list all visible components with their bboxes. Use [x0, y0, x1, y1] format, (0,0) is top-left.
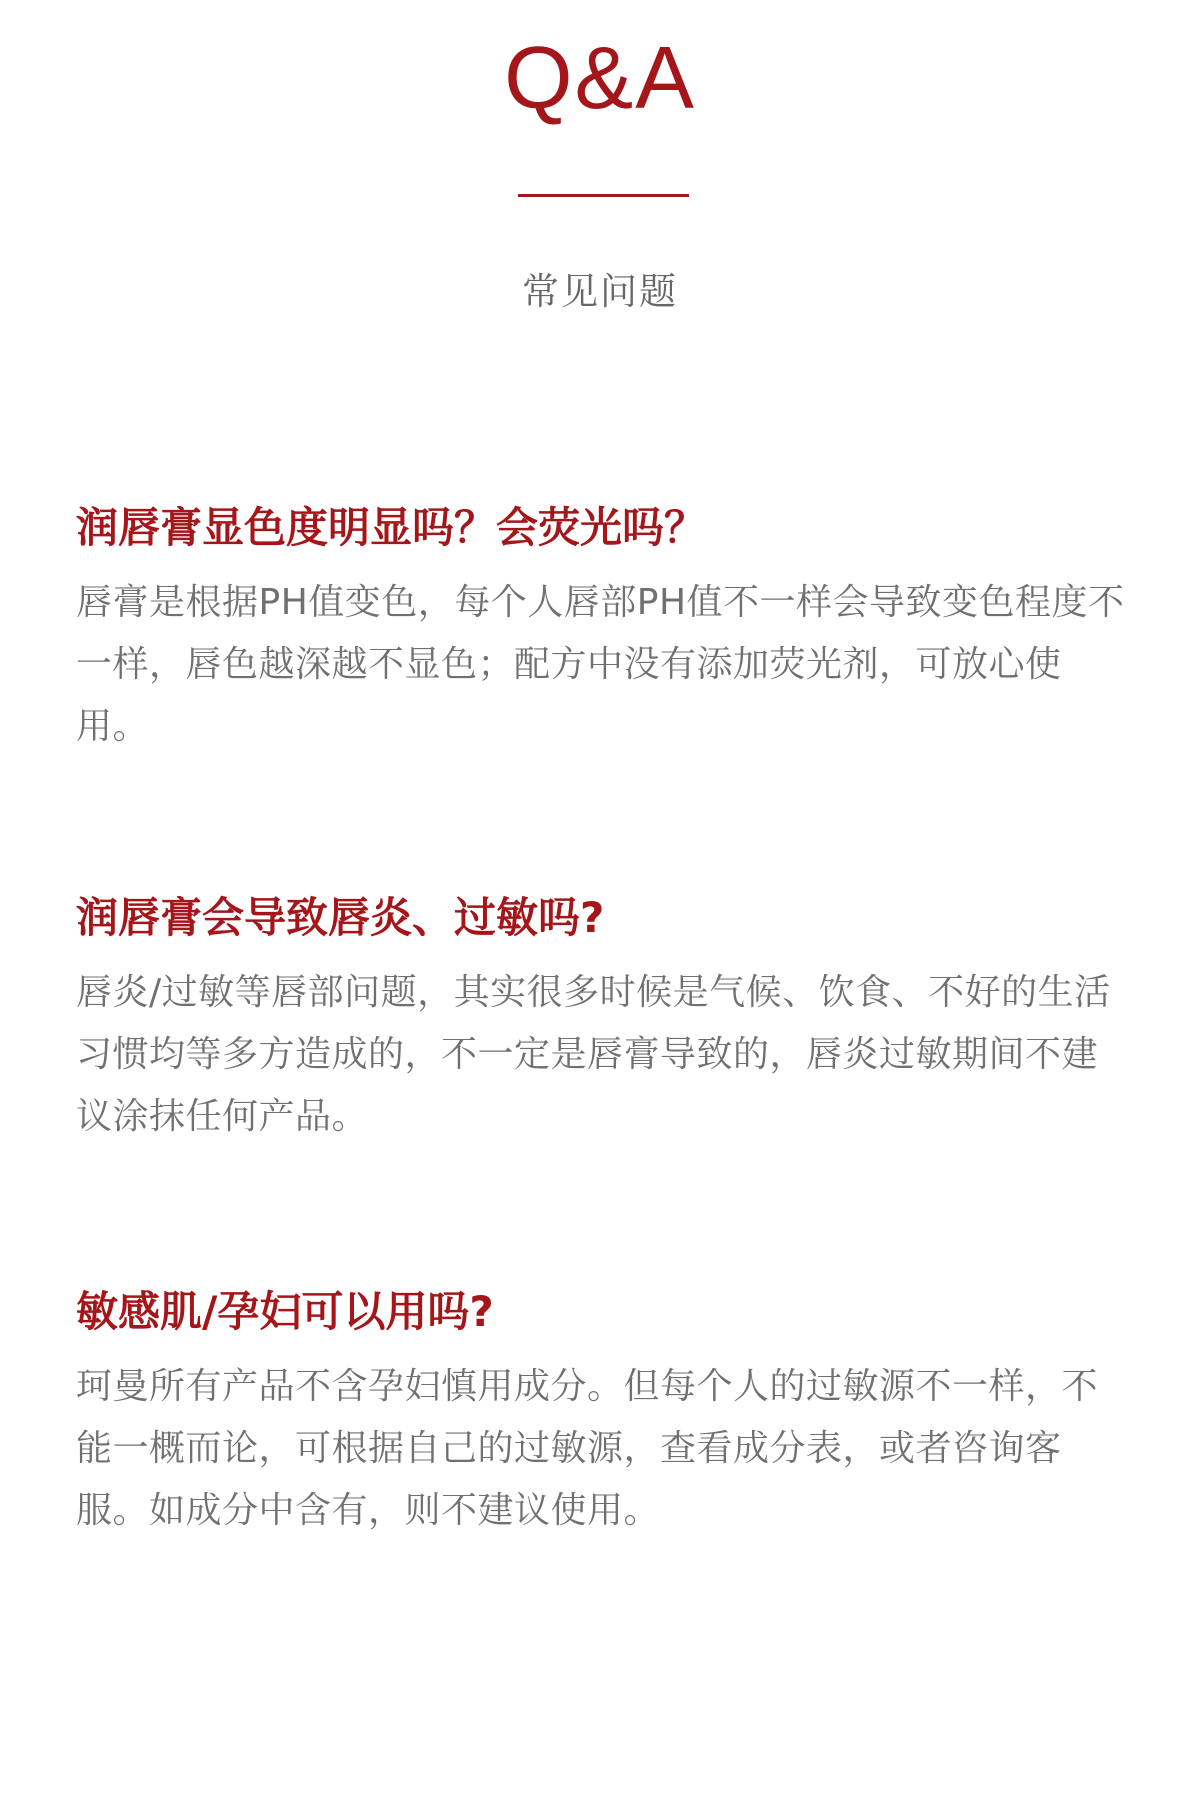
qa-item: [76, 500, 1126, 758]
page-title: Q&A: [504, 28, 696, 127]
qa-question: 敏感肌/孕妇可以用吗?: [76, 1287, 494, 1336]
title-divider: [518, 194, 689, 197]
qa-question: 润唇膏显色度明显吗？会荧光吗？: [76, 503, 707, 552]
qa-answer: 珂曼所有产品不含孕妇慎用成分。但每个人的过敏源不一样，不能一概而论，可根据自己的过敏源，查看成分表，或者咨询客服。如成分中含有，则不建议使用。: [76, 1366, 1099, 1531]
qa-item: [76, 1284, 1126, 1542]
qa-item: [76, 890, 1126, 1148]
qa-answer: 唇炎/过敏等唇部问题，其实很多时候是气候、饮食、不好的生活习惯均等多方造成的，不一定是唇膏导致的，唇炎过敏期间不建议涂抹任何产品。: [76, 972, 1111, 1137]
qa-question: 润唇膏会导致唇炎、过敏吗?: [76, 893, 605, 942]
qa-answer: 唇膏是根据PH值变色，每个人唇部PH值不一样会导致变色程度不一样，唇色越深越不显色；配方中没有添加荧光剂，可放心使用。: [76, 582, 1125, 747]
page-subtitle: 常见问题: [522, 270, 678, 313]
